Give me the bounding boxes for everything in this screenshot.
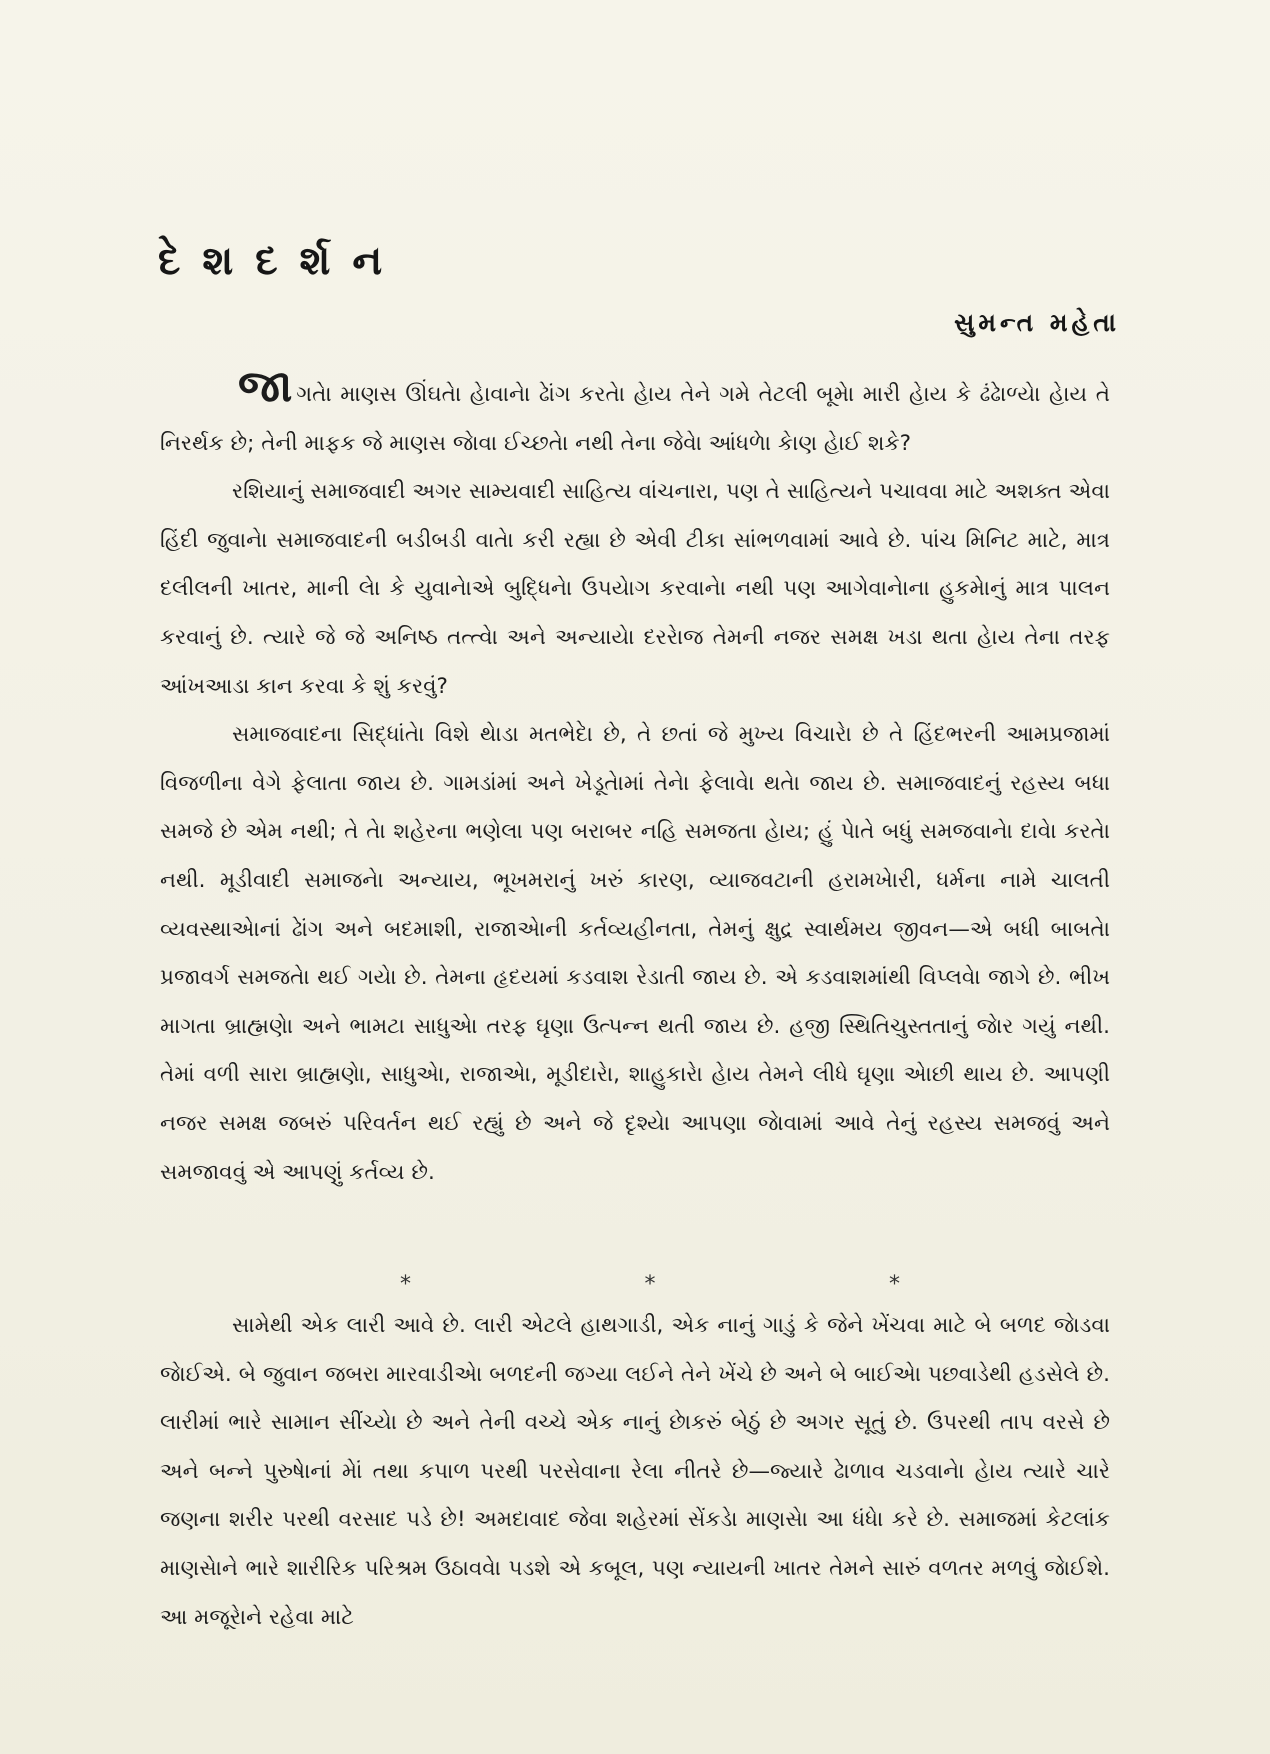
article-title: દેશદર્શન bbox=[158, 238, 405, 284]
paragraph-2: રશિયાનું સમાજવાદી અગર સામ્યવાદી સાહિત્ય વાંચનારા, પણ તે સાહિત્યને પચાવવા માટે અશક્ત એવા હિંદી જુવાનેા સમાજવાદની બડીબડી વાતેા કરી રહ્યા છે એવી ટીકા સાંભળવામાં આવે છે. પાંચ મિનિટ માટે, માત્ર દલીલની ખાતર, માની લેા કે યુવાનેાએ બુદ્ધિનેા ઉપયેાગ કરવાનેા નથી પણ આગેવાનેાના હુકમેાનું માત્ર પાલન કરવાનું છે. ત્યારે જે જે અનિષ્ઠ તત્ત્વેા અને અન્યાયેા દરરેાજ તેમની નજર સમક્ષ ખડા થતા હેાય તેના તરફ આંખઆડા કાન કરવા કે શું કરવું? bbox=[160, 479, 1110, 699]
paragraph-4: સામેથી એક લારી આવે છે. લારી એટલે હાથગાડી, એક નાનું ગાડું કે જેને ખેંચવા માટે બે બળદ જેાડવા જેાઈએ. બે જુવાન જબરા મારવાડીએા બળદની જગ્યા લઈને તેને ખેંચે છે અને બે બાઈએા પછવાડેથી હડસેલે છે. લારીમાં ભારે સામાન સીંચ્યેા છે અને તેની વચ્ચે એક નાનું છેાકરું બેઠું છે અગર સૂતું છે. ઉપરથી તાપ વરસે છે અને બન્ને પુરુષેાનાં મેાં તથા કપાળ પરથી પરસેવાના રેલા નીતરે છે—જ્યારે ઢેાળાવ ચડવાનેા હેાય ત્યારે ચારે જણના શરીર પરથી વરસાદ પડે છે! અમદાવાદ જેવા શહેરમાં સેંકડેા માણસેા આ ધંધેા કરે છે. સમાજમાં કેટલાંક માણસેાને ભારે શારીરિક પરિશ્રમ ઉઠાવવેા પડશે એ કબૂલ, પણ ન્યાયની ખાતર તેમને સારું વળતર મળવું જેાઈશે. આ મજૂરેાને રહેવા માટે bbox=[160, 1313, 1110, 1630]
paragraph-1-text: ગતેા માણસ ઊંઘતેા હેાવાનેા ઢેાંગ કરતેા હેાય તેને ગમે તેટલી બૂમેા મારી હેાય કે ઢંઢેાળ્યેા હેાય તે નિરર્થક છે; તેની માફક જે માણસ જેાવા ઈચ્છતેા નથી તેના જેવેા આંધળેા કેાણ હેાઈ શકે? bbox=[160, 382, 1110, 456]
paragraph-3: સમાજવાદના સિદ્ધાંતેા વિશે થેાડા મતભેદેા છે, તે છતાં જે મુખ્ય વિચારેા છે તે હિંદભરની આમપ્રજામાં વિજળીના વેગે ફેલાતા જાય છે. ગામડાંમાં અને ખેડૂતેામાં તેનેા ફેલાવેા થતેા જાય છે. સમાજવાદનું રહસ્ય બધા સમજે છે એમ નથી; તે તેા શહેરના ભણેલા પણ બરાબર નહિ સમજતા હેાય; હું પેાતે બધું સમજવાનેા દાવેા કરતેા નથી. મૂડીવાદી સમાજનેા અન્યાય, ભૂખમરાનું ખરું કારણ, વ્યાજવટાની હરામખેારી, ધર્મના નામે ચાલતી વ્યવસ્થાએાનાં ઢેાંગ અને બદમાશી, રાજાએાની કર્તવ્યહીનતા, તેમનું ક્ષુદ્ર સ્વાર્થમય જીવન—એ બધી બાબતેા પ્રજાવર્ગ સમજતેા થઈ ગયેા છે. તેમના હૃદયમાં કડવાશ રેડાતી જાય છે. એ કડવાશમાંથી વિપ્લવેા જાગે છે. ભીખ માગતા બ્રાહ્મણેા અને ભામટા સાધુએા તરફ ઘૃણા ઉત્પન્ન થતી જાય છે. હજી સ્થિતિચુસ્તતાનું જેાર ગયું નથી. તેમાં વળી સારા બ્રાહ્મણેા, સાધુએા, રાજાએા, મૂડીદારેા, શાહુકારેા હેાય તેમને લીધે ઘૃણા એાછી થાય છે. આપણી નજર સમક્ષ જબરું પરિવર્તન થઈ રહ્યું છે અને જે દૃશ્યેા આપણા જેાવામાં આવે તેનું રહસ્ય સમજવું અને સમજાવવું એ આપણું કર્તવ્ય છે. bbox=[160, 722, 1110, 1185]
separator-star: * bbox=[889, 1272, 900, 1297]
drop-cap: જા bbox=[238, 361, 293, 412]
separator-star: * bbox=[644, 1272, 656, 1297]
section-separator bbox=[400, 1272, 900, 1297]
article-body-section-2 bbox=[160, 1302, 1110, 1642]
author-name: સુમન્ત મહેતા bbox=[954, 308, 1120, 337]
separator-star: * bbox=[400, 1272, 411, 1297]
paragraph-1 bbox=[160, 361, 1110, 468]
article-body-section-1 bbox=[160, 361, 1110, 1197]
